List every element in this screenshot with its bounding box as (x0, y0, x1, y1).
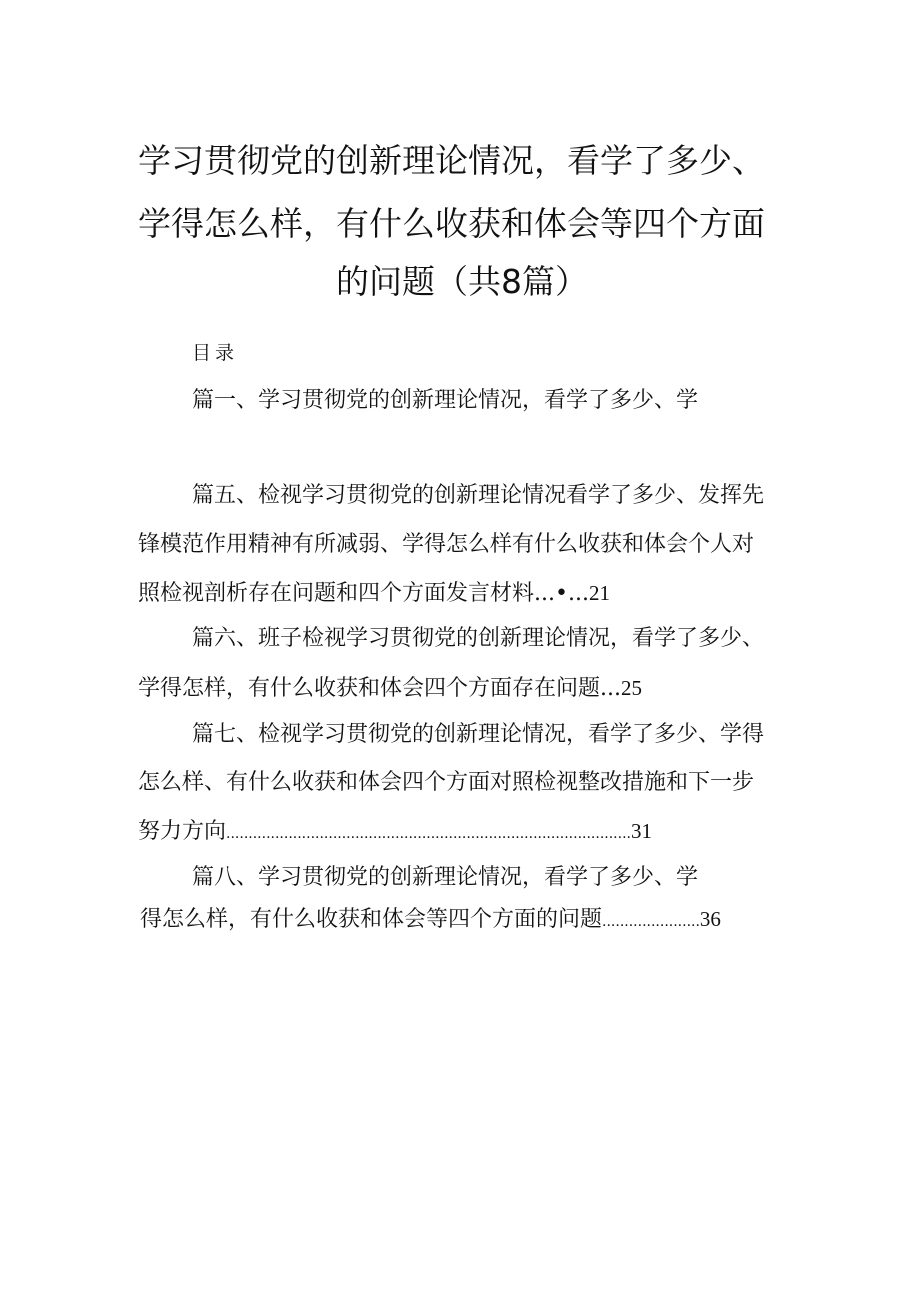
document-title-line-3: 的问题（共8篇） (336, 262, 588, 301)
toc-entry-6-leader: ... (600, 676, 621, 701)
toc-entry-6-text: 学得怎样，有什么收获和体会四个方面存在问题 (138, 676, 601, 701)
toc-entry-7-line-3[interactable] (138, 816, 652, 849)
toc-entry-7-line-1[interactable]: 篇七、检视学习贯彻党的创新理论情况，看学了多少、学得 (192, 722, 765, 747)
toc-entry-7-line-2[interactable]: 怎么样、有什么收获和体会四个方面对照检视整改措施和下一步 (138, 770, 755, 795)
toc-entry-8-line-2[interactable] (140, 904, 721, 937)
document-title-line-2: 学得怎么样，有什么收获和体会等四个方面 (138, 204, 765, 243)
toc-entry-5-line-3[interactable] (138, 578, 610, 609)
toc-entry-5-line-1[interactable]: 篇五、检视学习贯彻党的创新理论情况看学了多少、发挥先 (192, 483, 765, 508)
document-title-line-1: 学习贯彻党的创新理论情况，看学了多少、 (138, 141, 765, 180)
toc-entry-8-leader: ...................... (602, 914, 700, 930)
toc-entry-5-page-number: 21 (588, 581, 610, 605)
toc-heading: 目录 (192, 342, 239, 364)
toc-entry-8-line-1[interactable]: 篇八、学习贯彻党的创新理论情况，看学了多少、学 (192, 865, 699, 890)
toc-entry-7-text: 努力方向 (138, 819, 227, 844)
toc-entry-5-text: 照检视剖析存在问题和四个方面发言材料 (138, 581, 535, 606)
toc-entry-7-leader: ........................................................................................... (226, 826, 631, 842)
toc-entry-8-text: 得怎么样，有什么收获和体会等四个方面的问题 (140, 907, 603, 932)
toc-entry-1-line-1[interactable]: 篇一、学习贯彻党的创新理论情况，看学了多少、学 (192, 388, 699, 413)
toc-entry-6-line-2[interactable] (138, 673, 642, 704)
toc-entry-6-page-number: 25 (621, 676, 642, 700)
toc-entry-5-leader: ...•... (534, 581, 589, 606)
toc-entry-6-line-1[interactable]: 篇六、班子检视学习贯彻党的创新理论情况，看学了多少、 (192, 626, 765, 651)
toc-entry-8-page-number: 36 (699, 907, 721, 931)
toc-entry-7-page-number: 31 (630, 819, 652, 843)
toc-entry-5-line-2[interactable]: 锋模范作用精神有所减弱、学得怎么样有什么收获和体会个人对 (138, 532, 755, 557)
